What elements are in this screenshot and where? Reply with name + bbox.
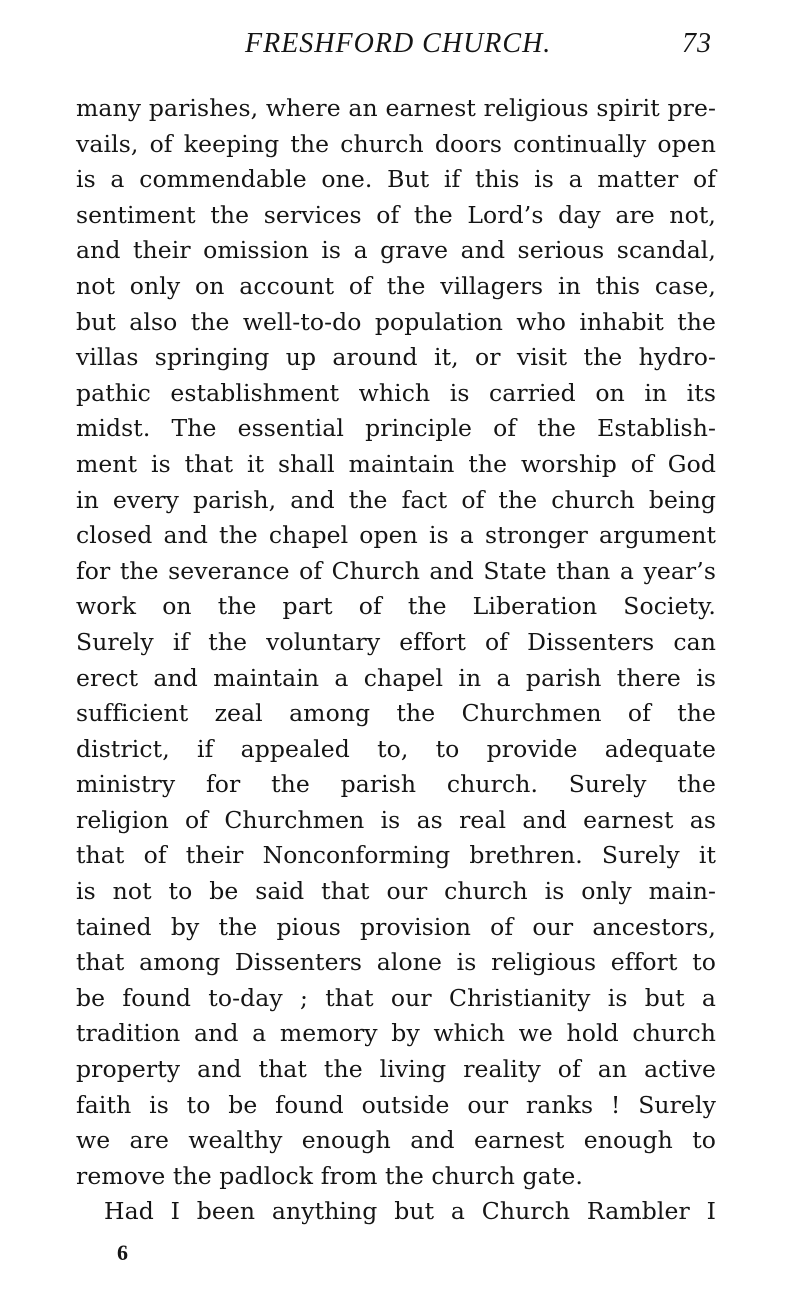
text-line: work on the part of the Liberation Society. [76,592,716,621]
paragraph-start-line: Had I been anything but a Church Rambler I [104,1197,716,1226]
text-line: that among Dissenters alone is religious effort to [76,948,716,977]
text-line: not only on account of the villagers in this case, [76,271,716,300]
text-line: ministry for the parish church. Surely the [76,770,716,799]
text-line: religion of Churchmen is as real and earnest as [76,805,716,834]
text-line: and their omission is a grave and serious scandal, [76,236,716,265]
text-line: ment is that it shall maintain the worship of God [76,449,716,478]
text-line: that of their Nonconforming brethren. Surely it [76,841,716,870]
page-number: 73 [682,28,712,59]
text-line: sentiment the services of the Lord’s day are not, [76,200,716,229]
text-line: tained by the pious provision of our ancestors, [76,912,716,941]
text-line: tradition and a memory by which we hold church [76,1019,716,1048]
paragraph-end-line: remove the padlock from the church gate. [76,1161,583,1190]
text-line: district, if appealed to, to provide adequate [76,734,716,763]
text-line: midst. The essential principle of the Establish- [76,414,716,443]
text-line: is a commendable one. But if this is a matter of [76,165,716,194]
text-line: Surely if the voluntary effort of Dissenters can [76,627,716,656]
text-line: is not to be said that our church is only main- [76,877,716,906]
text-line: erect and maintain a chapel in a parish there is [76,663,716,692]
text-line: be found to-day ; that our Christianity is but a [76,983,716,1012]
text-line: villas springing up around it, or visit the hydro- [76,343,716,372]
running-title: FRESHFORD CHURCH. [245,28,552,59]
text-line: but also the well-to-do population who inhabit the [76,307,716,336]
text-line: for the severance of Church and State than a year’s [76,556,716,585]
text-line: we are wealthy enough and earnest enough to [76,1126,716,1155]
text-line: many parishes, where an earnest religious spirit pre- [76,94,716,122]
body-text [76,91,716,1230]
signature-mark: 6 [117,1240,128,1265]
text-line: sufficient zeal among the Churchmen of the [76,699,716,728]
text-line: in every parish, and the fact of the church being [76,485,716,514]
text-line: vails, of keeping the church doors continually open [76,129,716,158]
text-line: property and that the living reality of an active [76,1055,716,1084]
running-head [0,22,800,62]
text-line: faith is to be found outside our ranks ! Surely [76,1090,716,1119]
text-line: pathic establishment which is carried on in its [76,378,716,407]
text-line: closed and the chapel open is a stronger argument [76,521,716,550]
